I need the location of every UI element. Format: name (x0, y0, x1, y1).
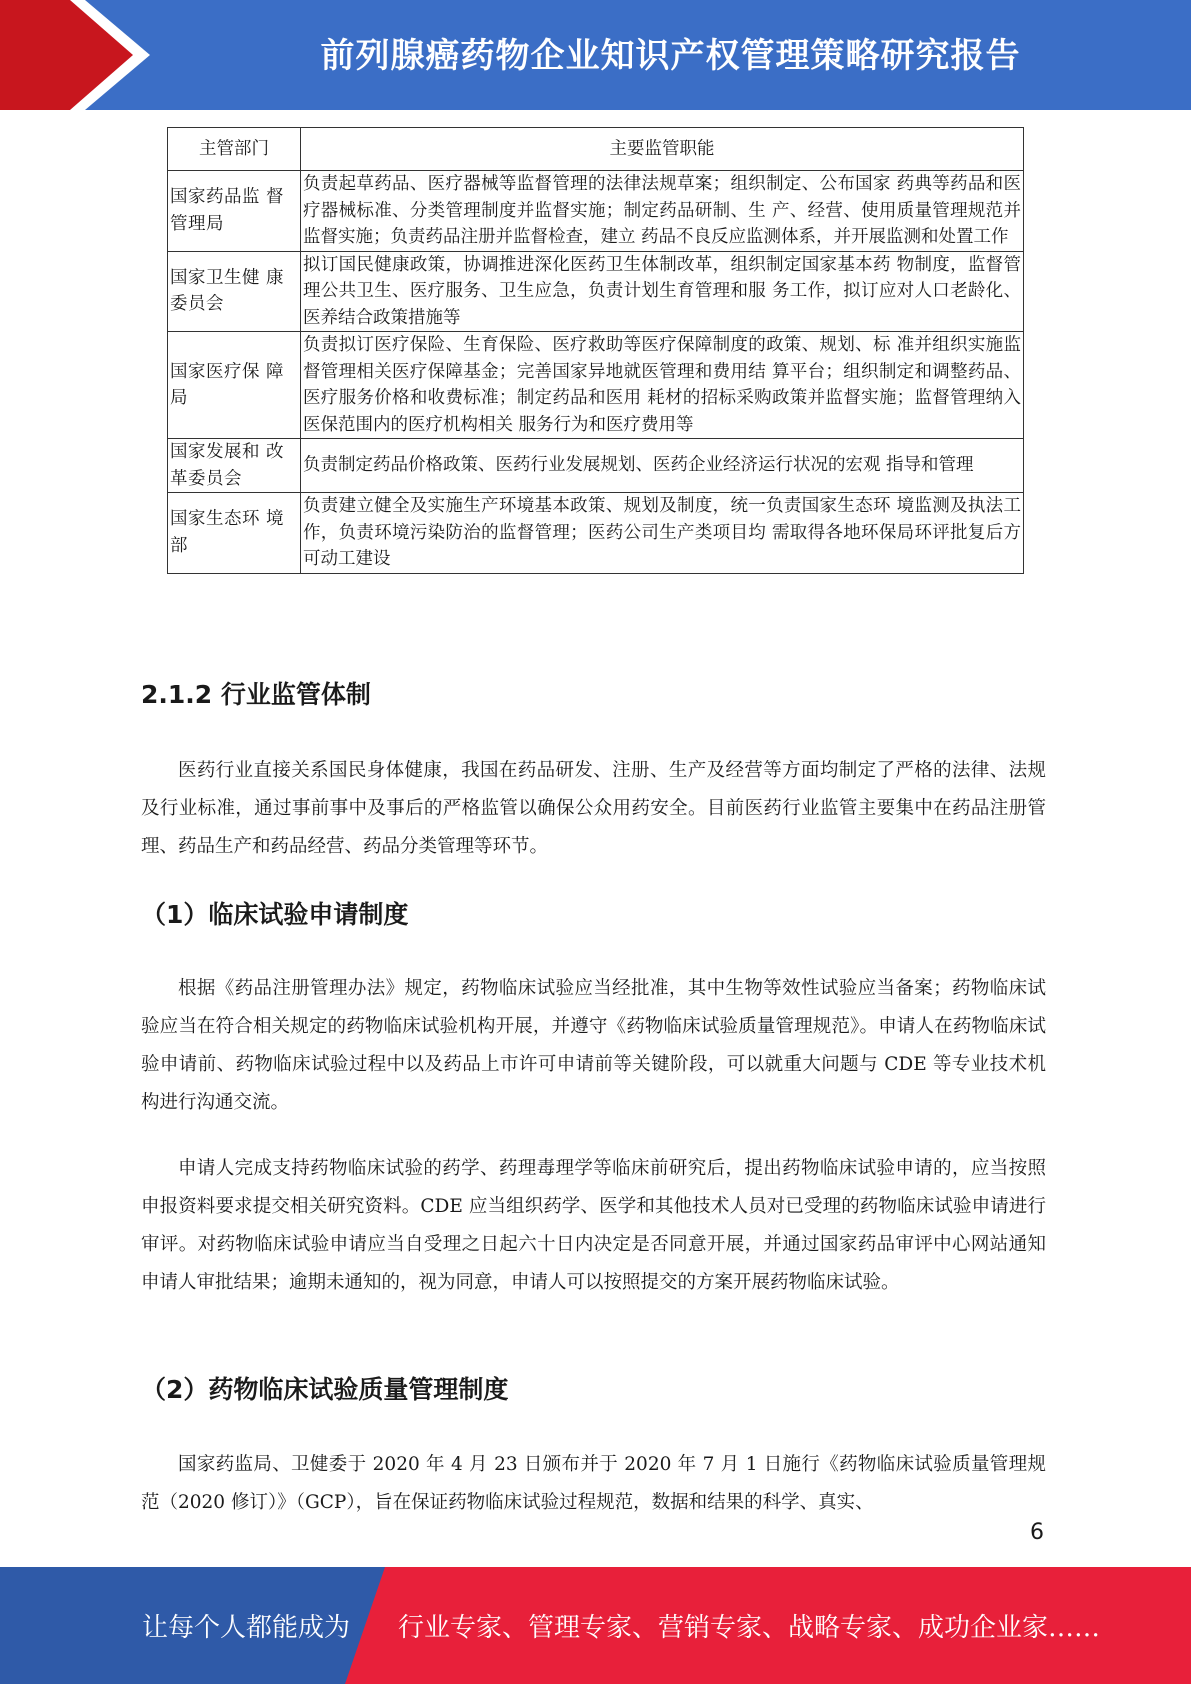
table-header-row (168, 128, 1024, 171)
table-row (168, 439, 1024, 493)
dept-cell: 国家卫生健 康委员会 (168, 251, 301, 332)
duty-cell: 负责制定药品价格政策、医药行业发展规划、医药企业经济运行状况的宏观 指导和管理 (301, 439, 1024, 493)
table-row (168, 493, 1024, 574)
footer-slogan-left: 让每个人都能成为 (142, 1613, 351, 1643)
table-row (168, 251, 1024, 332)
dept-cell: 国家发展和 改革委员会 (168, 439, 301, 493)
chevron-arrow-icon (0, 0, 160, 110)
report-title: 前列腺癌药物企业知识产权管理策略研究报告 (320, 35, 1021, 76)
regulatory-authorities-table (167, 127, 1024, 574)
page-footer-banner (0, 1567, 1191, 1684)
dept-cell: 国家医疗保 障局 (168, 332, 301, 439)
subsection-heading-1: （1）临床试验申请制度 (141, 900, 409, 929)
subsection-2-paragraph-1: 国家药监局、卫健委于 2020 年 4 月 23 日颁布并于 2020 年 7 月 1 日施行《药物临床试验质量管理规范（2020 修订）》（GCP），旨在保证药物临床试验过程规范，数据和结果的科学、真实、 (141, 1454, 1046, 1513)
dept-cell: 国家药品监 督管理局 (168, 171, 301, 252)
subsection-1-paragraph-2: 申请人完成支持药物临床试验的药学、药理毒理学等临床前研究后，提出药物临床试验申请的，应当按照申报资料要求提交相关研究资料。CDE 应当组织药学、医学和其他技术人员对已受理的药物临床试验申请进行审评。对药物临床试验申请应当自受理之日起六十日内决定是否同意开展，并通过国家药品审评中心网站通知申请人审批结果；逾期未通知的，视为同意，申请人可以按照提交的方案开展药物临床试验。 (141, 1158, 1046, 1293)
page-header-banner (0, 0, 1191, 110)
column-header-dept: 主管部门 (168, 128, 301, 171)
subsection-1-paragraph-1: 根据《药品注册管理办法》规定，药物临床试验应当经批准，其中生物等效性试验应当备案；药物临床试验应当在符合相关规定的药物临床试验机构开展，并遵守《药物临床试验质量管理规范》。申请人在药物临床试验申请前、药物临床试验过程中以及药品上市许可申请前等关键阶段，可以就重大问题与 CDE 等专业技术机构进行沟通交流。 (141, 978, 1046, 1113)
table-row (168, 171, 1024, 252)
subsection-heading-2: （2）药物临床试验质量管理制度 (141, 1375, 509, 1404)
duty-cell: 拟订国民健康政策，协调推进深化医药卫生体制改革，组织制定国家基本药 物制度，监督管理公共卫生、医疗服务、卫生应急，负责计划生育管理和服 务工作，拟订应对人口老龄化、医养结合政策措施等 (301, 251, 1024, 332)
duty-cell: 负责起草药品、医疗器械等监督管理的法律法规草案；组织制定、公布国家 药典等药品和医疗器械标准、分类管理制度并监督实施；制定药品研制、生 产、经营、使用质量管理规范并监督实施；负责药品注册并监督检查，建立 药品不良反应监测体系，并开展监测和处置工作 (301, 171, 1024, 252)
duty-cell: 负责建立健全及实施生产环境基本政策、规划及制度，统一负责国家生态环 境监测及执法工作，负责环境污染防治的监督管理；医药公司生产类项目均 需取得各地环保局环评批复后方可动工建设 (301, 493, 1024, 574)
table-row (168, 332, 1024, 439)
dept-cell: 国家生态环 境部 (168, 493, 301, 574)
footer-slogan-right: 行业专家、管理专家、营销专家、战略专家、成功企业家…… (398, 1613, 1101, 1643)
column-header-duty: 主要监管职能 (301, 128, 1024, 171)
section-heading: 2.1.2 行业监管体制 (141, 680, 371, 709)
section-intro-paragraph: 医药行业直接关系国民身体健康，我国在药品研发、注册、生产及经营等方面均制定了严格的法律、法规及行业标准，通过事前事中及事后的严格监管以确保公众用药安全。目前医药行业监管主要集中在药品注册管理、药品生产和药品经营、药品分类管理等环节。 (141, 760, 1046, 857)
duty-cell: 负责拟订医疗保险、生育保险、医疗救助等医疗保障制度的政策、规划、标 准并组织实施监督管理相关医疗保障基金；完善国家异地就医管理和费用结 算平台；组织制定和调整药品、医疗服务价格和收费标准；制定药品和医用 耗材的招标采购政策并监督实施；监督管理纳入医保范围内的医疗机构相关 服务行为和医疗费用等 (301, 332, 1024, 439)
page-number: 6 (1030, 1520, 1044, 1545)
